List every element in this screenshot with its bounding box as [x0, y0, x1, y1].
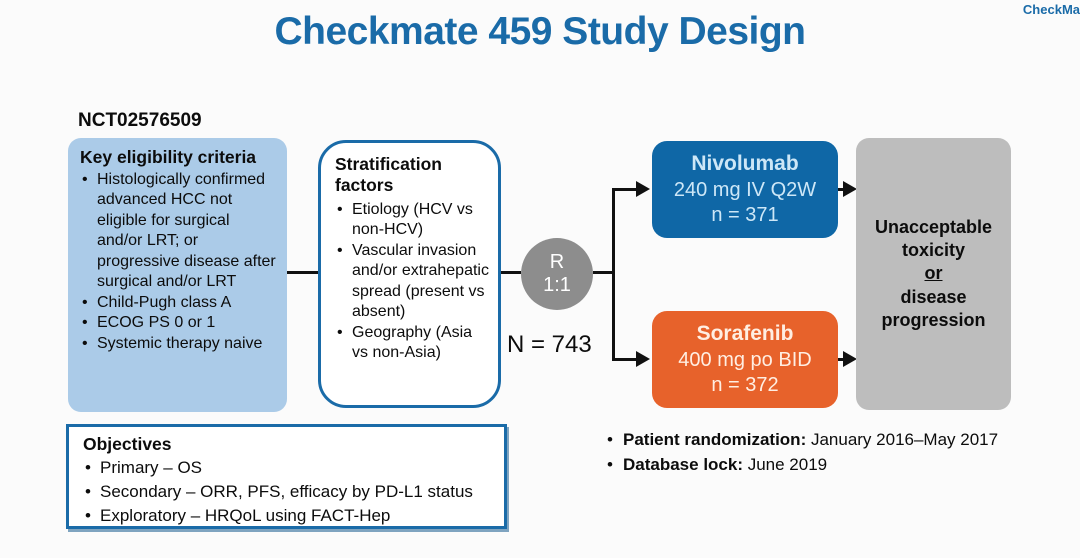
- list-item: • Geography (Asia vs non-Asia): [335, 323, 490, 364]
- arm-n: n = 371: [711, 203, 779, 226]
- list-item: • Primary – OS: [83, 456, 492, 480]
- footnote-value: June 2019: [743, 454, 828, 474]
- stratification-list: [335, 200, 490, 364]
- footnote-database-lock: [605, 453, 998, 478]
- footnote-value: January 2016–May 2017: [806, 430, 999, 449]
- outcome-box: [856, 138, 1011, 410]
- page-title: Checkmate 459 Study Design: [274, 10, 806, 53]
- list-item: • Exploratory – HRQoL using FACT-Hep: [83, 504, 492, 528]
- eligibility-box: [68, 138, 287, 412]
- connector-line: [612, 358, 636, 361]
- connector-line: [501, 271, 521, 274]
- footnote-randomization: [605, 428, 998, 453]
- stratification-box: [318, 140, 501, 408]
- arm-n: n = 372: [711, 373, 779, 396]
- arrow-icon: [636, 181, 650, 197]
- list-item: • ECOG PS 0 or 1: [80, 313, 277, 333]
- footnote-label: Patient randomization:: [623, 430, 807, 449]
- footnote-label: Database lock:: [623, 454, 743, 474]
- randomization-circle: [521, 238, 593, 310]
- randomization-ratio: 1:1: [543, 274, 571, 296]
- arm-dose: 400 mg po BID: [678, 348, 812, 371]
- list-item: • Histologically confirmed advanced HCC not eligible for surgical and/or LRT; or progressive disease after surgical and/or LRT: [80, 170, 277, 293]
- nivolumab-arm-box: [652, 141, 838, 238]
- footnotes: [605, 428, 998, 478]
- list-item: • Vascular invasion and/or extrahepatic spread (present vs absent): [335, 241, 490, 323]
- objectives-heading: Objectives: [83, 434, 172, 454]
- list-item: • Etiology (HCV vs non-HCV): [335, 200, 490, 241]
- arm-name: Sorafenib: [696, 322, 794, 346]
- arm-name: Nivolumab: [691, 152, 799, 176]
- branch-line: [612, 188, 615, 361]
- eligibility-heading: Key eligibility criteria: [80, 147, 257, 167]
- outcome-line: progression: [881, 310, 986, 331]
- checkmate-watermark: CheckMa: [1022, 2, 1080, 17]
- connector-line: [287, 271, 318, 274]
- stratification-heading: Stratification factors: [335, 154, 442, 195]
- arrow-icon: [636, 351, 650, 367]
- outcome-line: disease: [900, 286, 967, 307]
- list-item: • Secondary – ORR, PFS, efficacy by PD-L1 status: [83, 480, 492, 504]
- outcome-line: toxicity: [901, 239, 966, 260]
- sorafenib-arm-box: [652, 311, 838, 408]
- connector-line: [612, 188, 636, 191]
- randomization-symbol: R: [549, 251, 565, 273]
- list-item: • Systemic therapy naive: [80, 334, 277, 354]
- outcome-conjunction: or: [924, 263, 943, 284]
- objectives-list: [83, 456, 492, 527]
- objectives-box: [66, 424, 507, 529]
- list-item: • Child-Pugh class A: [80, 293, 277, 313]
- nct-id: NCT02576509: [78, 110, 202, 131]
- outcome-line: Unacceptable: [874, 216, 993, 237]
- total-enrollment: N = 743: [507, 331, 592, 358]
- arm-dose: 240 mg IV Q2W: [673, 178, 817, 201]
- arrow-icon: [843, 351, 857, 367]
- arrow-icon: [843, 181, 857, 197]
- eligibility-list: [80, 170, 277, 354]
